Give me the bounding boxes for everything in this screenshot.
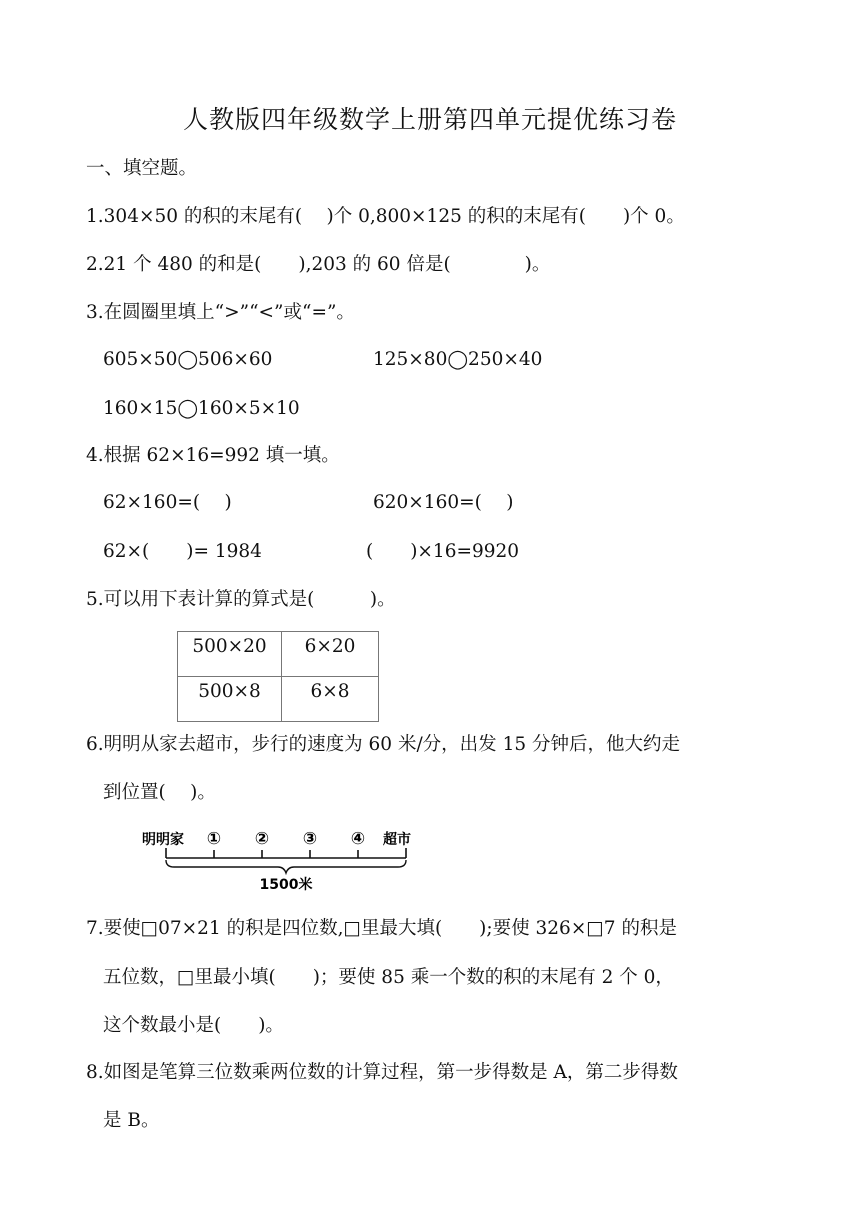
section-heading: 一、填空题。 bbox=[86, 158, 198, 179]
route-mark: ④ bbox=[350, 829, 366, 849]
route-start-label: 明明家 bbox=[142, 832, 184, 848]
question-5: 5.可以用下表计算的算式是( )。 bbox=[86, 589, 396, 610]
question-6-line-1: 6.明明从家去超市，步行的速度为 60 米/分，出发 15 分钟后，他大约走 bbox=[86, 734, 680, 755]
question-4-item: 62×160=( ) bbox=[103, 492, 232, 513]
question-3-item: 125×80◯250×40 bbox=[373, 349, 543, 370]
route-mark: ③ bbox=[302, 829, 318, 849]
distance-brace bbox=[166, 860, 406, 873]
question-4-item: ( )×16=9920 bbox=[366, 541, 520, 562]
route-diagram bbox=[134, 822, 434, 898]
question-7-line-3: 这个数最小是( )。 bbox=[103, 1015, 284, 1036]
question-3: 3.在圆圈里填上“>”“<”或“=”。 bbox=[86, 302, 355, 323]
route-end-label: 超市 bbox=[383, 832, 411, 848]
table-cell: 500×8 bbox=[178, 677, 282, 722]
question-7-line-1: 7.要使□07×21 的积是四位数,□里最大填( );要使 326×□7 的积是 bbox=[86, 918, 677, 939]
question-4: 4.根据 62×16=992 填一填。 bbox=[86, 445, 340, 466]
question-4-item: 62×( )= 1984 bbox=[103, 541, 262, 562]
question-8-line-2: 是 B。 bbox=[103, 1110, 160, 1131]
distance-label: 1500米 bbox=[259, 877, 313, 893]
question-2: 2.21 个 480 的和是( ),203 的 60 倍是( )。 bbox=[86, 254, 551, 275]
table-cell: 500×20 bbox=[178, 632, 282, 677]
question-1: 1.304×50 的积的末尾有( )个 0,800×125 的积的末尾有( )个 0。 bbox=[86, 206, 685, 227]
question-4-item: 620×160=( ) bbox=[373, 492, 514, 513]
page-title: 人教版四年级数学上册第四单元提优练习卷 bbox=[182, 105, 677, 134]
calculation-table bbox=[177, 631, 379, 722]
table-cell: 6×20 bbox=[282, 632, 379, 677]
route-mark: ② bbox=[254, 829, 270, 849]
question-8-line-1: 8.如图是笔算三位数乘两位数的计算过程，第一步得数是 A，第二步得数 bbox=[86, 1062, 678, 1083]
question-3-item: 160×15◯160×5×10 bbox=[103, 398, 300, 419]
route-line bbox=[166, 848, 406, 858]
table-row bbox=[178, 632, 379, 677]
table-row bbox=[178, 677, 379, 722]
question-3-item: 605×50◯506×60 bbox=[103, 349, 273, 370]
question-7-line-2: 五位数，□里最小填( )；要使 85 乘一个数的积的末尾有 2 个 0， bbox=[103, 967, 674, 988]
question-6-line-2: 到位置( )。 bbox=[103, 782, 216, 803]
table-cell: 6×8 bbox=[282, 677, 379, 722]
route-mark: ① bbox=[206, 829, 222, 849]
